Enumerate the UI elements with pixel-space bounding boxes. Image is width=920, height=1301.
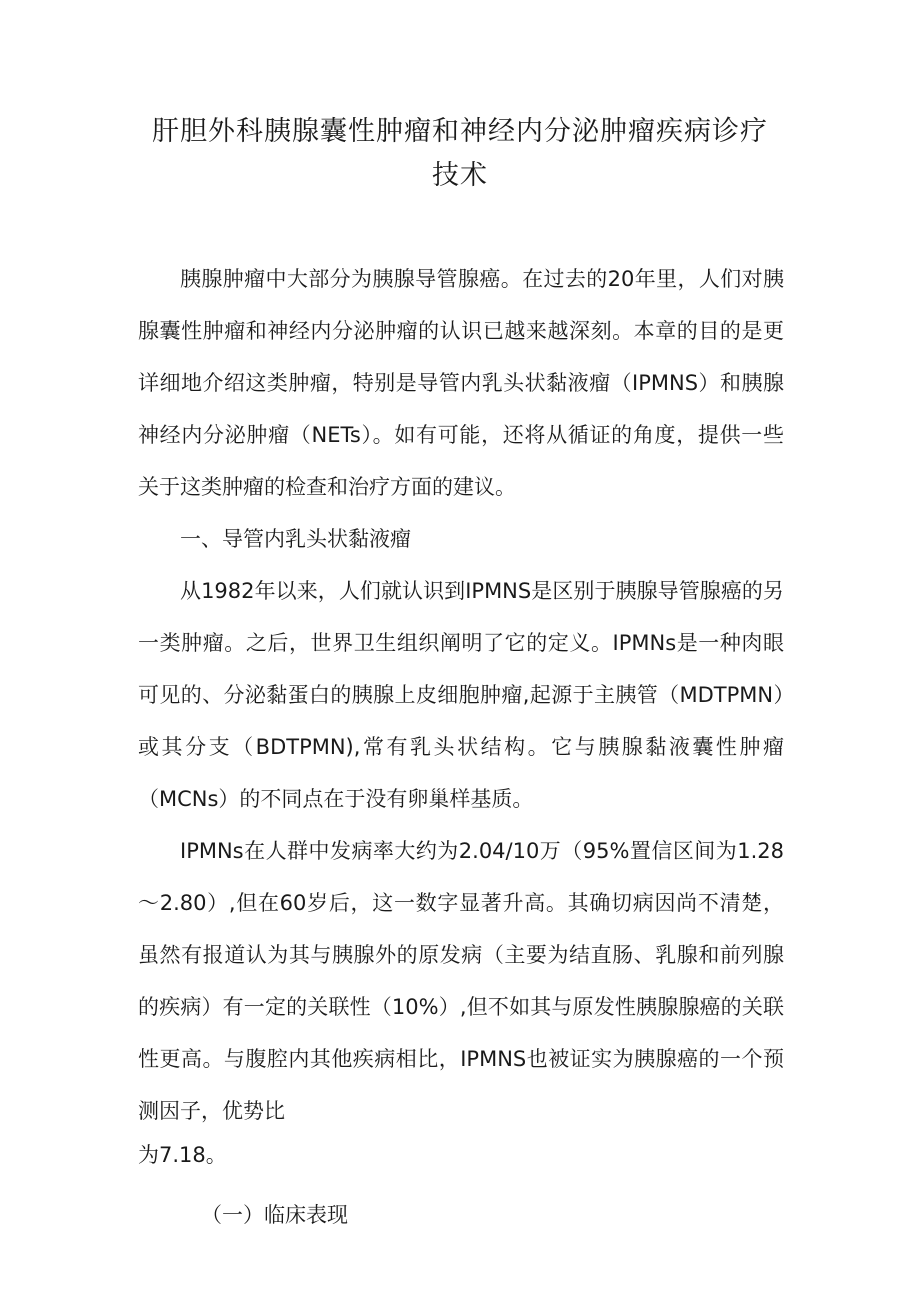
paragraph-epidemiology-tail: 为7.18。 bbox=[138, 1143, 227, 1167]
subsection-heading-clinical: （一）临床表现 bbox=[201, 1203, 348, 1227]
document-body bbox=[138, 253, 784, 1241]
title-line-1: 肝胆外科胰腺囊性肿瘤和神经内分泌肿瘤疾病诊疗 bbox=[152, 116, 768, 147]
title-line-2: 技术 bbox=[432, 160, 488, 191]
document-title bbox=[140, 110, 780, 198]
section-heading-ipmn: 一、导管内乳头状黏液瘤 bbox=[180, 527, 411, 551]
paragraph-intro: 胰腺肿瘤中大部分为胰腺导管腺癌。在过去的20年里，人们对胰腺囊性肿瘤和神经内分泌肿瘤的认识已越来越深刻。本章的目的是更详细地介绍这类肿瘤，特别是导管内乳头状黏液瘤（IPMNS）和胰腺神经内分泌肿瘤（NETs）。如有可能，还将从循证的角度，提供一些关于这类肿瘤的检查和治疗方面的建议。 bbox=[138, 267, 784, 499]
paragraph-epidemiology: IPMNs在人群中发病率大约为2.04/10万（95%置信区间为1.28～2.80）,但在60岁后，这一数字显著升高。其确切病因尚不清楚，虽然有报道认为其与胰腺外的原发病（主要为结直肠、乳腺和前列腺的疾病）有一定的关联性（10%）,但不如其与原发性胰腺腺癌的关联性更高。与腹腔内其他疾病相比，IPMNS也被证实为胰腺癌的一个预测因子，优势比 bbox=[138, 839, 784, 1123]
paragraph-definition: 从1982年以来，人们就认识到IPMNS是区别于胰腺导管腺癌的另一类肿瘤。之后，世界卫生组织阐明了它的定义。IPMNs是一种肉眼可见的、分泌黏蛋白的胰腺上皮细胞肿瘤,起源于主胰管（MDTPMN）或其分支（BDTPMN),常有乳头状结构。它与胰腺黏液囊性肿瘤（MCNs）的不同点在于没有卵巢样基质。 bbox=[138, 579, 784, 811]
